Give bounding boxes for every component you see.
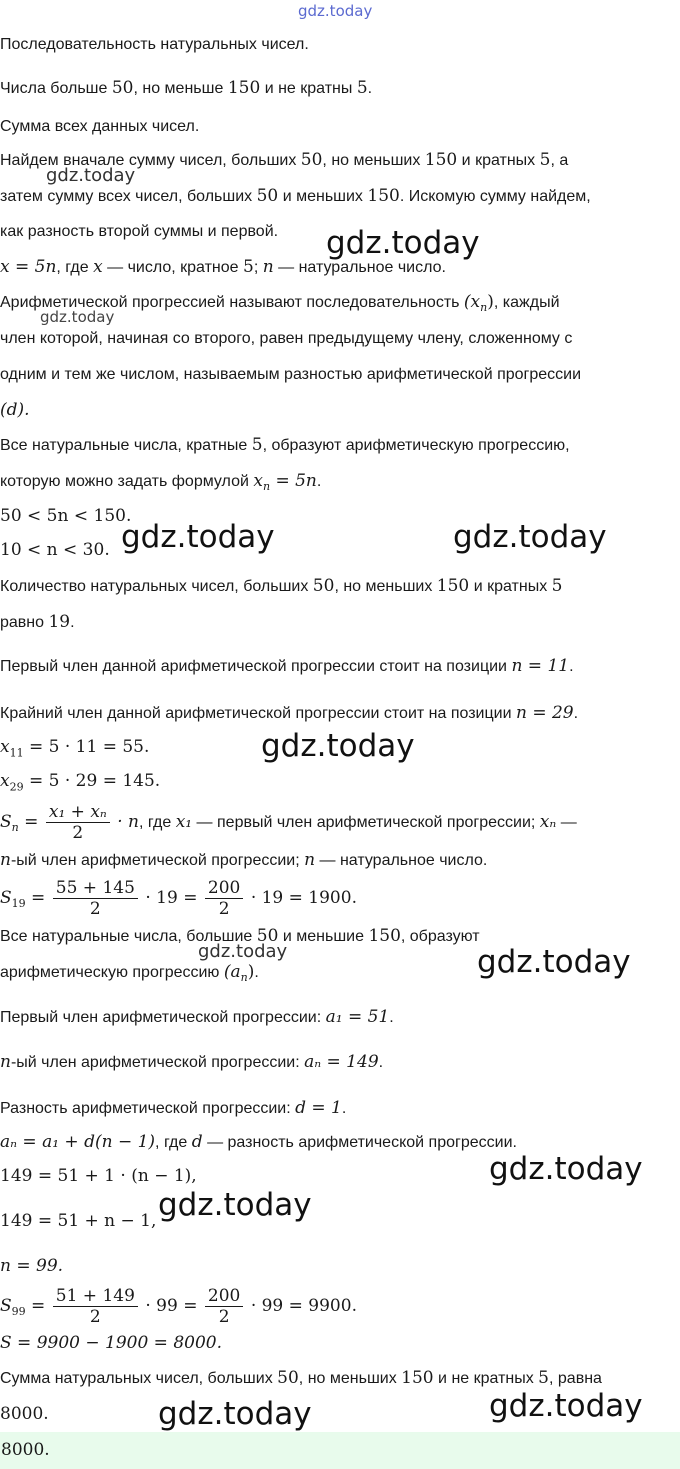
formula-line: $S_{99}$ = $\frac{51 + 149}{2}$ · 99 = $\frac{200}{2}$ · 99 = 9900.	[0, 1286, 357, 1328]
watermark: gdz.today	[489, 1151, 643, 1187]
math-line: $x_{11} = 5 \cdot 11 = 55$.	[0, 737, 150, 760]
text-line: n-ый член арифметической прогрессии: aₙ = 149.	[0, 1052, 384, 1072]
watermark-top: gdz.today	[298, 2, 373, 20]
math-line: $x_{29} = 5 \cdot 29 = 145$.	[0, 771, 161, 794]
fraction: $\frac{200}{2}$	[205, 1286, 243, 1327]
watermark: gdz.today	[121, 519, 275, 555]
text-line: Найдем вначале сумму чисел, больших 50, но меньших 150 и кратных 5, а	[0, 150, 569, 170]
formula-line: $S_n$ = $\frac{\text{x₁ + xₙ}}{2}$ · n, где x₁ — первый член арифметической прогрессии; xₙ —	[0, 802, 577, 844]
watermark: gdz.today	[198, 941, 288, 962]
text-line: x = 5n, где x — число, кратное 5; n — натуральное число.	[0, 257, 446, 277]
fraction: $\frac{51 + 149}{2}$	[53, 1286, 138, 1327]
fraction: $\frac{\text{x₁ + xₙ}}{2}$	[46, 802, 110, 843]
math-line: 149 = 51 + n − 1,	[0, 1211, 157, 1231]
text-line: Разность арифметической прогрессии: d = 1.	[0, 1098, 347, 1118]
text-line: затем сумму всех чисел, больших 50 и меньших 150. Искомую сумму найдем,	[0, 186, 591, 206]
math-line: n = 99.	[0, 1256, 64, 1276]
watermark: gdz.today	[326, 225, 480, 261]
text-line: Первый член данной арифметической прогрессии стоит на позиции n = 11.	[0, 656, 574, 676]
text-line: Все натуральные числа, большие 50 и меньшие 150, образуют	[0, 926, 480, 946]
watermark: gdz.today	[158, 1396, 312, 1432]
watermark: gdz.today	[489, 1388, 643, 1424]
fraction: $\frac{55 + 145}{2}$	[53, 878, 138, 919]
text-line: Последовательность натуральных чисел.	[0, 36, 309, 53]
text-line: aₙ = a₁ + d(n − 1), где d — разность арифметической прогрессии.	[0, 1132, 517, 1152]
text-line: Сумма натуральных чисел, больших 50, но меньших 150 и не кратных 5, равна	[0, 1368, 602, 1388]
math-line: 149 = 51 + 1 · (n − 1),	[0, 1166, 197, 1186]
math-line: 50 < 5n < 150.	[0, 506, 132, 526]
text-line: Сумма всех данных чисел.	[0, 118, 200, 135]
watermark: gdz.today	[46, 165, 136, 186]
text-line: Арифметической прогрессией называют последовательность $(x_n)$, каждый	[0, 292, 560, 315]
text-line: которую можно задать формулой $x_n = 5n$.	[0, 471, 322, 494]
text-line: одним и тем же числом, называемым разностью арифметической прогрессии	[0, 366, 582, 383]
answer-value: 8000.	[1, 1440, 50, 1460]
watermark: gdz.today	[40, 308, 115, 326]
watermark: gdz.today	[158, 1187, 312, 1223]
text-line: равно 19.	[0, 612, 75, 632]
text-line: арифметическую прогрессию $(a_n)$.	[0, 962, 259, 985]
math-line: S = 9900 − 1900 = 8000.	[0, 1333, 222, 1353]
text-line: Крайний член данной арифметической прогрессии стоит на позиции n = 29.	[0, 703, 579, 723]
watermark: gdz.today	[261, 728, 415, 764]
text-line: как разность второй суммы и первой.	[0, 223, 279, 240]
text-line: Первый член арифметической прогрессии: a₁ = 51.	[0, 1007, 394, 1027]
answer-box	[0, 1432, 680, 1469]
text-line: n-ый член арифметической прогрессии; n — натуральное число.	[0, 850, 488, 870]
text-line: член которой, начиная со второго, равен предыдущему члену, сложенному с	[0, 330, 573, 347]
watermark: gdz.today	[453, 519, 607, 555]
formula-line: $S_{19}$ = $\frac{55 + 145}{2}$ · 19 = $\frac{200}{2}$ · 19 = 1900.	[0, 878, 357, 920]
math-line: 10 < n < 30.	[0, 540, 110, 560]
math-line: 8000.	[0, 1404, 49, 1424]
text-line: Числа больше 50, но меньше 150 и не кратны 5.	[0, 78, 373, 98]
text-line: Количество натуральных чисел, больших 50, но меньших 150 и кратных 5	[0, 576, 563, 596]
text-line: (d).	[0, 400, 30, 420]
watermark: gdz.today	[477, 944, 631, 980]
text-line: Все натуральные числа, кратные 5, образуют арифметическую прогрессию,	[0, 435, 570, 455]
fraction: $\frac{200}{2}$	[205, 878, 243, 919]
